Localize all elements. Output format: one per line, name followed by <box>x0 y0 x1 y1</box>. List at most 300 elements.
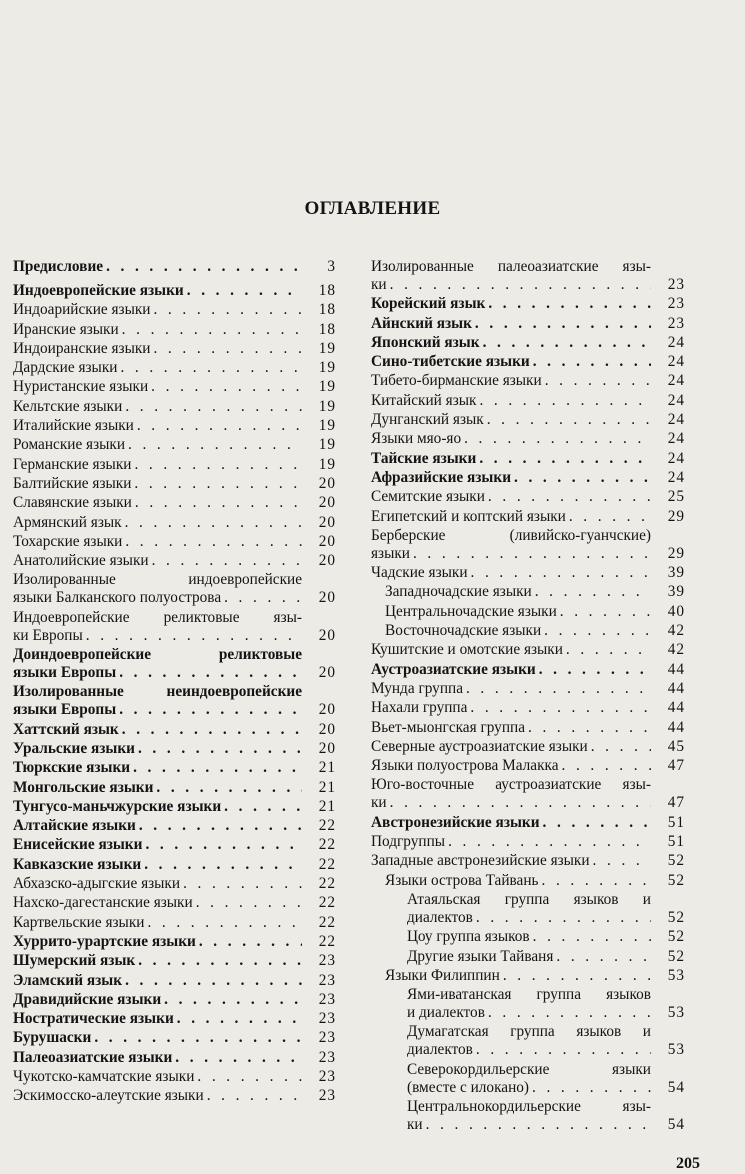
toc-page-number: 22 <box>318 894 336 912</box>
dot-leader <box>134 417 302 435</box>
toc-entry-title: Центральночадские языки <box>385 602 557 620</box>
toc-entry <box>371 1098 687 1134</box>
toc-entry-title: Восточночадские языки <box>385 622 542 640</box>
toc-page-number: 23 <box>318 1029 336 1047</box>
toc-entry-title-line1: Центральнокордильерские язы- <box>407 1097 651 1115</box>
toc-entry-row <box>371 719 651 737</box>
toc-entry-title: языки Балканского полуострова <box>13 589 222 607</box>
toc-entry <box>13 779 338 797</box>
toc-entry-title: Германские языки <box>13 455 132 473</box>
toc-entry-title: Китайский язык <box>371 391 477 409</box>
toc-entry-row <box>13 301 302 319</box>
dot-leader <box>204 1087 302 1105</box>
toc-entry-row <box>371 814 651 832</box>
toc-page-number: 24 <box>667 449 685 467</box>
toc-entry <box>13 1010 338 1028</box>
toc-entry-row <box>371 680 651 698</box>
toc-page-number: 24 <box>667 430 685 448</box>
toc-entry-title: ки <box>371 794 387 812</box>
toc-entry-row <box>407 948 651 966</box>
dot-leader <box>119 321 302 339</box>
toc-entry-row <box>371 334 651 352</box>
toc-entry <box>13 609 338 645</box>
toc-entry-title-line1: Ями-иватанская группа языков <box>407 986 651 1004</box>
dot-leader <box>221 798 302 816</box>
toc-entry <box>13 258 338 276</box>
toc-entry-title: Индоиранские языки <box>13 339 151 357</box>
toc-entry-title: Кавказские языки <box>13 855 142 873</box>
toc-entry <box>371 603 687 621</box>
dot-leader <box>132 494 302 512</box>
toc-entry <box>371 372 687 390</box>
toc-entry-row <box>407 1079 651 1097</box>
toc-entry-row <box>371 794 651 812</box>
toc-entry-title: Западночадские языки <box>385 583 532 601</box>
toc-entry-row <box>13 894 302 912</box>
toc-entry-row <box>13 378 302 396</box>
page-number: 205 <box>676 1155 700 1172</box>
toc-entry-row <box>385 603 651 621</box>
toc-page-number: 19 <box>318 417 336 435</box>
toc-page-number: 47 <box>667 794 685 812</box>
toc-entry <box>371 258 687 294</box>
toc-left-column <box>13 258 338 1107</box>
toc-entry-row <box>371 757 651 775</box>
toc-page-number: 18 <box>318 320 336 338</box>
toc-page-number: 40 <box>667 602 685 620</box>
dot-leader <box>542 372 651 390</box>
toc-entry <box>371 392 687 410</box>
toc-entry-title-line1: Думагатская группа языков и <box>407 1023 651 1041</box>
dot-leader <box>148 378 302 396</box>
toc-entry-title: ки <box>371 276 387 293</box>
toc-entry-title: Бурушаски <box>13 1029 92 1047</box>
toc-entry-title: Монгольские языки <box>13 778 154 796</box>
toc-entry-title: Ностратические языки <box>13 1010 174 1028</box>
dot-leader <box>149 552 302 570</box>
toc-entry-row <box>13 759 302 777</box>
dot-leader <box>83 627 302 645</box>
dot-leader <box>467 699 651 717</box>
dot-leader <box>172 1049 302 1067</box>
toc-entry-title-line1: Изолированные индоевропейские <box>13 571 302 589</box>
dot-leader <box>480 334 651 352</box>
toc-entry <box>13 646 338 682</box>
toc-page-number: 23 <box>667 276 685 293</box>
toc-page-number: 39 <box>667 564 685 582</box>
toc-entry <box>13 759 338 777</box>
toc-entry <box>13 533 338 551</box>
toc-entry-title: Тюркские языки <box>13 759 131 777</box>
toc-entry <box>371 872 687 890</box>
toc-entry-row <box>407 1116 651 1134</box>
dot-leader <box>461 430 651 448</box>
toc-page-number: 54 <box>667 1115 685 1133</box>
toc-entry-title-line1: Изолированные неиндоевропейские <box>13 683 302 701</box>
toc-page-number: 52 <box>667 947 685 965</box>
toc-entry-row <box>13 740 302 758</box>
toc-entry-title: Индоарийские языки <box>13 301 151 319</box>
toc-entry-title: Армянский язык <box>13 513 122 531</box>
toc-page-number: 20 <box>318 513 336 531</box>
toc-entry-row <box>13 321 302 339</box>
toc-entry-row <box>13 340 302 358</box>
toc-entry-row <box>13 494 302 512</box>
toc-entry <box>13 894 338 912</box>
toc-entry-row <box>13 514 302 532</box>
toc-entry-title-line1: Юго-восточные аустроазиатские язы- <box>371 776 651 794</box>
dot-leader <box>161 991 302 1009</box>
toc-entry <box>371 1061 687 1097</box>
toc-entry-row <box>13 1029 302 1047</box>
dot-leader <box>174 1010 302 1028</box>
toc-entry-row <box>13 972 302 990</box>
dot-leader <box>135 740 302 758</box>
toc-entry-row <box>371 508 651 526</box>
toc-entry <box>371 948 687 966</box>
toc-entry-row <box>13 475 302 493</box>
toc-entry-row <box>13 856 302 874</box>
toc-entry-title: Индоевропейские языки <box>13 282 184 299</box>
toc-entry <box>371 967 687 985</box>
dot-leader <box>116 701 302 719</box>
toc-entry-title: Семитские языки <box>371 488 485 506</box>
toc-entry-title: Японский язык <box>371 333 480 351</box>
toc-page-number: 22 <box>318 836 336 854</box>
toc-page-number: 51 <box>667 813 685 831</box>
toc-page-number: 20 <box>318 720 336 738</box>
toc-entry-row <box>13 398 302 416</box>
toc-entry <box>371 776 687 812</box>
toc-entry <box>13 417 338 435</box>
toc-entry-title: Эскимосско-алеутские языки <box>13 1087 204 1105</box>
toc-entry-row <box>13 627 302 645</box>
toc-entry-title: Египетский и коптский языки <box>371 507 566 525</box>
toc-entry <box>13 1049 338 1067</box>
toc-entry-title: и диалектов <box>407 1004 485 1022</box>
toc-page-number: 23 <box>318 990 336 1008</box>
toc-entry-row <box>371 430 651 448</box>
toc-page-number: 25 <box>667 488 685 506</box>
toc-entry <box>371 757 687 775</box>
toc-entry-title: Уральские языки <box>13 739 135 757</box>
toc-entry-title: Афразийские языки <box>371 468 512 486</box>
toc-entry-title: Дардские языки <box>13 359 118 377</box>
dot-leader <box>530 353 651 371</box>
toc-entry-title: Другие языки Тайваня <box>407 947 554 965</box>
dot-leader <box>117 359 302 377</box>
dot-leader <box>91 1029 302 1047</box>
dot-leader <box>539 872 652 890</box>
toc-page-number: 24 <box>667 333 685 351</box>
toc-page-number: 39 <box>667 583 685 601</box>
dot-leader <box>473 909 651 927</box>
toc-entry-row <box>385 583 651 601</box>
toc-entry-title: Хаттский язык <box>13 720 119 738</box>
toc-page-number: 21 <box>318 759 336 777</box>
toc-entry <box>13 359 338 377</box>
toc-entry-row <box>13 1068 302 1086</box>
dot-leader <box>472 315 651 333</box>
toc-entry <box>13 340 338 358</box>
dot-leader <box>540 814 651 832</box>
dot-leader <box>530 928 651 946</box>
toc-page-number: 52 <box>667 908 685 926</box>
toc-entry-title: Предисловие <box>13 258 104 275</box>
toc-page-number: 44 <box>667 679 685 697</box>
toc-entry-title: Айнский язык <box>371 314 472 332</box>
toc-entry-row <box>13 258 302 276</box>
toc-entry-title: Кельтские языки <box>13 397 123 415</box>
toc-page-number: 20 <box>318 494 336 512</box>
toc-entry-row <box>13 282 302 300</box>
toc-entry <box>13 933 338 951</box>
toc-entry <box>371 622 687 640</box>
toc-entry-row <box>371 372 651 390</box>
toc-entry-row <box>407 928 651 946</box>
toc-entry-row <box>371 564 651 582</box>
toc-entry <box>13 571 338 607</box>
toc-right-column <box>371 258 687 1135</box>
toc-page-number: 19 <box>318 397 336 415</box>
toc-entry-title: Мунда группа <box>371 679 463 697</box>
toc-entry-title: Западные австронезийские языки <box>371 852 590 870</box>
toc-entry <box>13 475 338 493</box>
dot-leader <box>485 295 651 313</box>
dot-leader <box>485 1004 651 1022</box>
toc-entry-row <box>13 721 302 739</box>
toc-entry <box>371 315 687 333</box>
toc-entry-row <box>13 836 302 854</box>
toc-page-number: 44 <box>667 660 685 678</box>
toc-entry-title: Романские языки <box>13 436 126 454</box>
toc-entry <box>371 334 687 352</box>
toc-page-number: 23 <box>318 1010 336 1028</box>
toc-entry-title: Чукотско-камчатские языки <box>13 1067 195 1085</box>
toc-entry <box>371 928 687 946</box>
dot-leader <box>150 301 302 319</box>
toc-page-number: 42 <box>667 641 685 659</box>
toc-entry <box>371 430 687 448</box>
dot-leader <box>135 952 302 970</box>
toc-entry-row <box>385 622 651 640</box>
toc-entry-title: Хуррито-урартские языки <box>13 932 196 950</box>
toc-entry-title-line1: Атаяльская группа языков и <box>407 890 651 908</box>
toc-entry <box>13 721 338 739</box>
toc-entry-row <box>371 699 651 717</box>
toc-entry-title: Языки мяо-яо <box>371 430 462 448</box>
toc-entry-title: Нахали группа <box>371 699 468 717</box>
toc-entry <box>13 282 338 300</box>
toc-page-number: 21 <box>318 778 336 796</box>
dot-leader <box>387 276 651 294</box>
toc-entry <box>13 914 338 932</box>
toc-entry-row <box>13 875 302 893</box>
toc-entry-row <box>371 276 651 294</box>
toc-entry-row <box>13 1010 302 1028</box>
toc-page-number: 29 <box>667 507 685 525</box>
toc-entry-title: Балтийские языки <box>13 474 132 492</box>
toc-entry <box>13 972 338 990</box>
toc-entry-title: (вместе с илокано) <box>407 1078 529 1096</box>
toc-entry <box>371 641 687 659</box>
dot-leader <box>142 836 302 854</box>
dot-leader <box>423 1116 651 1134</box>
toc-page-number: 20 <box>318 664 336 682</box>
toc-page-number: 20 <box>318 739 336 757</box>
toc-entry <box>371 833 687 851</box>
toc-entry <box>13 436 338 454</box>
toc-entry-title: Нахско-дагестанские языки <box>13 894 193 912</box>
toc-entry <box>13 856 338 874</box>
toc-entry-title: языки Европы <box>13 664 117 682</box>
dot-leader <box>484 411 651 429</box>
toc-page-number: 19 <box>318 378 336 396</box>
dot-leader <box>463 680 651 698</box>
dot-leader <box>590 852 651 870</box>
dot-leader <box>131 456 302 474</box>
toc-entry <box>13 875 338 893</box>
dot-leader <box>122 972 302 990</box>
toc-entry-row <box>13 664 302 682</box>
toc-entry-title: Корейский язык <box>371 295 486 313</box>
toc-page-number: 20 <box>318 532 336 550</box>
toc-entry-row <box>371 545 651 563</box>
toc-page-number: 20 <box>318 552 336 570</box>
toc-entry-title: Сино-тибетские языки <box>371 353 530 371</box>
toc-entry-row <box>13 701 302 719</box>
toc-page-number: 45 <box>667 737 685 755</box>
toc-page-number: 24 <box>667 468 685 486</box>
toc-entry-title: Тохарские языки <box>13 532 123 550</box>
dot-leader <box>410 545 651 563</box>
toc-entry-title: диалектов <box>407 908 473 926</box>
toc-page-number: 22 <box>318 932 336 950</box>
toc-entry-row <box>407 1004 651 1022</box>
dot-leader <box>500 967 651 985</box>
toc-page-number: 23 <box>318 1048 336 1066</box>
toc-entry <box>13 836 338 854</box>
dot-leader <box>541 622 651 640</box>
toc-entry-title: Славянские языки <box>13 494 132 512</box>
toc-entry-row <box>385 967 651 985</box>
dot-leader <box>221 589 302 607</box>
toc-entry-row <box>407 1041 651 1059</box>
toc-entry-title: языки <box>371 544 410 562</box>
toc-entry-row <box>13 359 302 377</box>
toc-page-number: 20 <box>318 474 336 492</box>
toc-entry-row <box>13 436 302 454</box>
toc-page-number: 23 <box>667 314 685 332</box>
toc-entry-row <box>371 353 651 371</box>
toc-page-number: 52 <box>667 871 685 889</box>
dot-leader <box>588 738 651 756</box>
toc-entry-title: Абхазско-адыгские языки <box>13 875 181 893</box>
dot-leader <box>125 436 302 454</box>
dot-leader <box>476 450 651 468</box>
toc-page-number: 44 <box>667 718 685 736</box>
toc-entry-row <box>371 392 651 410</box>
toc-entry <box>371 680 687 698</box>
toc-entry-title: Нуристанские языки <box>13 378 149 396</box>
toc-page-number: 22 <box>318 913 336 931</box>
dot-leader <box>557 603 651 621</box>
dot-leader <box>511 469 651 487</box>
toc-entry <box>371 986 687 1022</box>
toc-entry-row <box>13 817 302 835</box>
dot-leader <box>525 719 651 737</box>
toc-entry-title: Италийские языки <box>13 417 134 435</box>
toc-entry <box>371 450 687 468</box>
toc-entry-title: Картвельские языки <box>13 913 145 931</box>
toc-entry <box>13 301 338 319</box>
toc-entry-row <box>13 779 302 797</box>
toc-entry-title: языки Европы <box>13 701 117 719</box>
toc-page-number: 24 <box>667 372 685 390</box>
toc-entry-row <box>371 450 651 468</box>
toc-entry <box>13 456 338 474</box>
toc-entry-title: Чадские языки <box>371 564 468 582</box>
dot-leader <box>122 533 302 551</box>
toc-entry-title-line1: Берберские (ливийско-гуанчские) <box>371 526 651 544</box>
toc-page-number: 22 <box>318 875 336 893</box>
toc-entry <box>371 583 687 601</box>
toc-entry-row <box>371 661 651 679</box>
toc-entry-title: Вьет-мыонгская группа <box>371 718 525 736</box>
toc-entry <box>371 508 687 526</box>
toc-entry-title: Аустроазиатские языки <box>371 660 536 678</box>
toc-entry <box>13 798 338 816</box>
toc-entry <box>13 817 338 835</box>
toc-page-number: 18 <box>318 282 336 299</box>
toc-entry <box>371 295 687 313</box>
dot-leader <box>553 948 651 966</box>
toc-page-number: 23 <box>318 971 336 989</box>
toc-page-number: 23 <box>318 952 336 970</box>
toc-entry <box>13 683 338 719</box>
dot-leader <box>473 1041 651 1059</box>
toc-entry <box>371 814 687 832</box>
toc-entry-title: Кушитские и омотские языки <box>371 641 563 659</box>
dot-leader <box>532 583 651 601</box>
toc-entry <box>371 527 687 563</box>
toc-entry <box>371 738 687 756</box>
toc-entry-title: Цоу группа языков <box>407 928 530 946</box>
toc-entry-title: Дунганский язык <box>371 411 484 429</box>
toc-entry <box>13 991 338 1009</box>
dot-leader <box>563 641 651 659</box>
toc-entry-row <box>371 315 651 333</box>
toc-entry-title-line1: Изолированные палеоазиатские язы- <box>371 258 651 275</box>
toc-page-number: 20 <box>318 701 336 719</box>
toc-entry-title: Иранские языки <box>13 320 119 338</box>
dot-leader <box>445 833 651 851</box>
toc-page-number: 24 <box>667 391 685 409</box>
dot-leader <box>144 914 302 932</box>
toc-entry <box>13 740 338 758</box>
dot-leader <box>196 933 302 951</box>
dot-leader <box>536 661 651 679</box>
toc-entry-title-line1: Северокордильерские языки <box>407 1060 651 1078</box>
toc-entry-row <box>371 295 651 313</box>
toc-entry <box>13 398 338 416</box>
toc-page-number: 51 <box>667 833 685 851</box>
toc-entry <box>371 1023 687 1059</box>
toc-page-number: 53 <box>667 1041 685 1059</box>
dot-leader <box>136 817 302 835</box>
dot-leader <box>485 488 651 506</box>
toc-entry-row <box>371 469 651 487</box>
